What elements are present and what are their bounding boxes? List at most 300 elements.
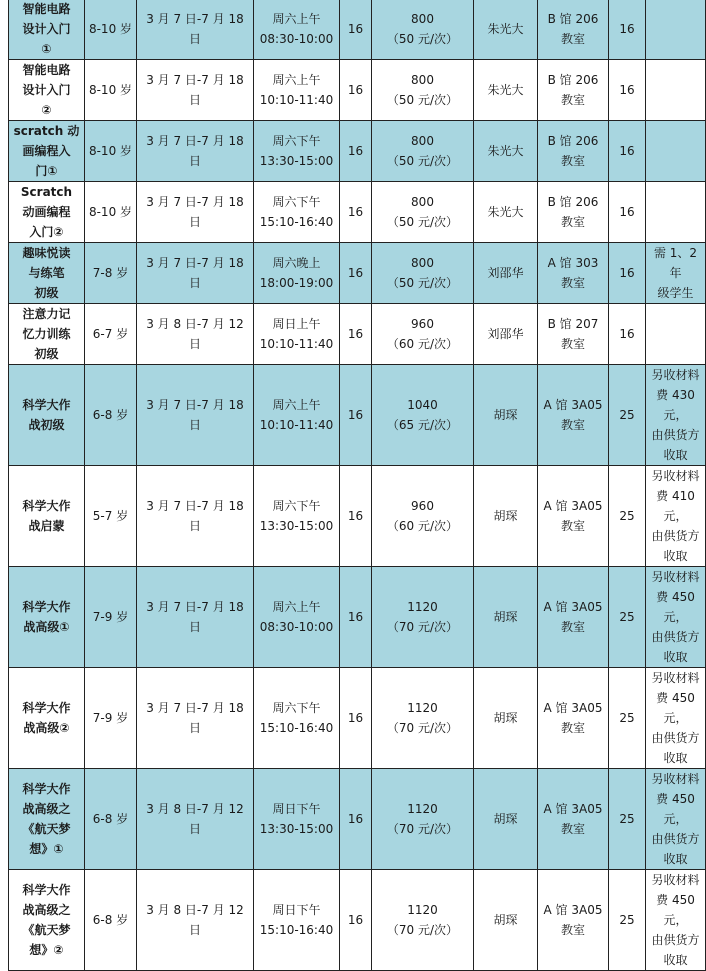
date-range-text: 3 月 7 日-7 月 18 日 — [146, 499, 244, 533]
note-line: 需 1、2 年 — [653, 246, 698, 280]
classroom-line: A 馆 3A05 — [543, 600, 603, 614]
fee-cell — [372, 567, 474, 668]
teacher-text: 朱光大 — [487, 22, 524, 36]
lesson-count-text: 16 — [347, 711, 364, 725]
note-line: 费 450 元， — [656, 590, 695, 624]
course-name-line: ② — [41, 103, 52, 117]
fee-cell — [372, 365, 474, 466]
teacher-cell — [474, 466, 538, 567]
class-time-cell — [254, 121, 340, 182]
course-name-line: ① — [41, 42, 52, 56]
table-row — [9, 466, 706, 567]
classroom-line: 教室 — [560, 32, 585, 46]
course-name-cell — [9, 182, 85, 243]
fee-cell — [372, 243, 474, 304]
class-size-text: 25 — [619, 610, 635, 624]
classroom-cell — [538, 243, 609, 304]
fee-line: （70 元/次） — [386, 822, 459, 836]
course-name-line: 科学大作 — [22, 782, 71, 796]
table-row — [9, 668, 706, 769]
class-time-line: 周六下午 — [272, 134, 321, 148]
classroom-cell — [538, 466, 609, 567]
teacher-text: 朱光大 — [487, 83, 524, 97]
course-name-cell — [9, 870, 85, 971]
course-name-line: scratch 动 — [13, 124, 80, 138]
course-name-cell — [9, 466, 85, 567]
class-time-line: 13:30-15:00 — [259, 822, 334, 836]
class-size-text: 25 — [619, 408, 635, 422]
class-size-text: 16 — [619, 205, 635, 219]
class-time-line: 13:30-15:00 — [259, 519, 334, 533]
course-name-line: 科学大作 — [22, 883, 71, 897]
class-size-cell — [609, 668, 646, 769]
note-line: 费 450 元， — [656, 893, 695, 927]
teacher-cell — [474, 870, 538, 971]
date-range-cell — [137, 668, 254, 769]
classroom-line: 教室 — [560, 822, 585, 836]
course-name-line: 战初级 — [28, 418, 65, 432]
class-size-cell — [609, 466, 646, 567]
age-range-cell — [85, 182, 137, 243]
course-name-line: 初级 — [34, 347, 59, 361]
teacher-text: 胡琛 — [493, 711, 518, 725]
class-size-cell — [609, 121, 646, 182]
teacher-text: 胡琛 — [493, 509, 518, 523]
course-name-line: 设计入门 — [22, 22, 71, 36]
date-range-text: 3 月 7 日-7 月 18 日 — [146, 398, 244, 432]
classroom-line: 教室 — [560, 93, 585, 107]
fee-cell — [372, 466, 474, 567]
course-name-cell — [9, 304, 85, 365]
note-cell — [646, 365, 706, 466]
note-cell — [646, 60, 706, 121]
class-time-line: 18:00-19:00 — [259, 276, 334, 290]
class-time-cell — [254, 668, 340, 769]
class-time-cell — [254, 365, 340, 466]
lesson-count-text: 16 — [347, 913, 364, 927]
lesson-count-cell — [340, 365, 372, 466]
teacher-text: 胡琛 — [493, 812, 518, 826]
course-name-cell — [9, 121, 85, 182]
date-range-text: 3 月 7 日-7 月 18 日 — [146, 195, 244, 229]
course-name-line: 与练笔 — [28, 266, 65, 280]
class-time-line: 10:10-11:40 — [259, 337, 334, 351]
classroom-line: 教室 — [560, 276, 585, 290]
teacher-text: 胡琛 — [493, 408, 518, 422]
fee-line: （50 元/次） — [386, 93, 459, 107]
date-range-cell — [137, 121, 254, 182]
age-range-cell — [85, 365, 137, 466]
note-line: 收取 — [663, 549, 688, 563]
course-name-cell — [9, 243, 85, 304]
teacher-text: 胡琛 — [493, 913, 518, 927]
date-range-cell — [137, 365, 254, 466]
lesson-count-text: 16 — [347, 509, 364, 523]
lesson-count-cell — [340, 466, 372, 567]
date-range-cell — [137, 243, 254, 304]
table-row — [9, 304, 706, 365]
course-name-line: 科学大作 — [22, 499, 71, 513]
classroom-cell — [538, 304, 609, 365]
fee-line: 800 — [411, 12, 434, 26]
class-time-cell — [254, 243, 340, 304]
note-cell — [646, 567, 706, 668]
class-time-line: 周日上午 — [272, 317, 321, 331]
classroom-line: B 馆 206 — [547, 12, 599, 26]
course-name-line: 动画编程 — [22, 205, 71, 219]
course-name-cell — [9, 668, 85, 769]
class-size-cell — [609, 182, 646, 243]
table-row — [9, 870, 706, 971]
date-range-text: 3 月 7 日-7 月 18 日 — [146, 600, 244, 634]
lesson-count-text: 16 — [347, 812, 364, 826]
course-name-line: 战高级之 — [22, 903, 71, 917]
lesson-count-text: 16 — [347, 205, 364, 219]
age-range-cell — [85, 769, 137, 870]
teacher-text: 胡琛 — [493, 610, 518, 624]
age-range-text: 6-8 岁 — [92, 408, 129, 422]
age-range-cell — [85, 870, 137, 971]
note-line: 收取 — [663, 852, 688, 866]
fee-line: 1040 — [407, 398, 438, 412]
course-name-line: 趣味悦读 — [22, 246, 71, 260]
fee-line: 960 — [411, 499, 434, 513]
date-range-cell — [137, 769, 254, 870]
date-range-text: 3 月 8 日-7 月 12 日 — [146, 903, 244, 937]
fee-line: 800 — [411, 73, 434, 87]
teacher-text: 朱光大 — [487, 205, 524, 219]
note-line: 另收材料 — [651, 873, 700, 887]
age-range-text: 7-9 岁 — [92, 610, 129, 624]
note-line: 收取 — [663, 448, 688, 462]
class-size-cell — [609, 870, 646, 971]
course-name-line: 战高级① — [23, 620, 70, 634]
lesson-count-cell — [340, 243, 372, 304]
class-time-line: 周日下午 — [272, 802, 321, 816]
class-time-line: 周六上午 — [272, 398, 321, 412]
classroom-line: B 馆 206 — [547, 73, 599, 87]
lesson-count-text: 16 — [347, 83, 364, 97]
class-time-line: 周六下午 — [272, 499, 321, 513]
class-size-cell — [609, 304, 646, 365]
fee-line: 1120 — [407, 600, 438, 614]
fee-line: 960 — [411, 317, 434, 331]
note-line: 费 430 元， — [656, 388, 695, 422]
fee-line: 1120 — [407, 903, 438, 917]
note-cell — [646, 0, 706, 60]
class-time-line: 08:30-10:00 — [259, 32, 334, 46]
course-name-cell — [9, 365, 85, 466]
class-time-line: 周六晚上 — [272, 256, 321, 270]
class-time-cell — [254, 0, 340, 60]
age-range-text: 7-9 岁 — [92, 711, 129, 725]
class-time-line: 13:30-15:00 — [259, 154, 334, 168]
classroom-cell — [538, 567, 609, 668]
class-size-text: 16 — [619, 266, 635, 280]
lesson-count-cell — [340, 668, 372, 769]
note-cell — [646, 668, 706, 769]
class-size-text: 16 — [619, 327, 635, 341]
table-row — [9, 365, 706, 466]
course-name-cell — [9, 0, 85, 60]
classroom-line: A 馆 3A05 — [543, 903, 603, 917]
age-range-text: 5-7 岁 — [92, 509, 129, 523]
note-line: 由供货方 — [651, 933, 700, 947]
classroom-line: 教室 — [560, 215, 585, 229]
classroom-cell — [538, 182, 609, 243]
class-time-line: 15:10-16:40 — [259, 721, 334, 735]
age-range-cell — [85, 60, 137, 121]
fee-cell — [372, 769, 474, 870]
lesson-count-cell — [340, 304, 372, 365]
course-name-line: 战启蒙 — [28, 519, 65, 533]
course-name-cell — [9, 567, 85, 668]
classroom-line: 教室 — [560, 519, 585, 533]
classroom-line: A 馆 3A05 — [543, 499, 603, 513]
course-name-line: 科学大作 — [22, 398, 71, 412]
fee-line: （70 元/次） — [386, 923, 459, 937]
date-range-text: 3 月 7 日-7 月 18 日 — [146, 256, 244, 290]
classroom-line: 教室 — [560, 418, 585, 432]
classroom-line: A 馆 303 — [547, 256, 599, 270]
course-name-line: 忆力训练 — [22, 327, 71, 341]
course-name-line: 智能电路 — [22, 63, 71, 77]
date-range-text: 3 月 7 日-7 月 18 日 — [146, 73, 244, 107]
classroom-line: 教室 — [560, 923, 585, 937]
lesson-count-cell — [340, 182, 372, 243]
table-row — [9, 60, 706, 121]
class-size-text: 25 — [619, 812, 635, 826]
note-cell — [646, 304, 706, 365]
lesson-count-text: 16 — [347, 610, 364, 624]
fee-cell — [372, 182, 474, 243]
fee-line: （60 元/次） — [386, 519, 459, 533]
age-range-cell — [85, 121, 137, 182]
table-row — [9, 0, 706, 60]
teacher-cell — [474, 668, 538, 769]
teacher-cell — [474, 304, 538, 365]
class-time-cell — [254, 769, 340, 870]
classroom-cell — [538, 668, 609, 769]
classroom-line: B 馆 206 — [547, 134, 599, 148]
class-time-line: 周六上午 — [272, 600, 321, 614]
fee-cell — [372, 121, 474, 182]
teacher-cell — [474, 365, 538, 466]
classroom-cell — [538, 60, 609, 121]
note-cell — [646, 243, 706, 304]
class-size-text: 16 — [619, 22, 635, 36]
age-range-cell — [85, 243, 137, 304]
note-line: 另收材料 — [651, 469, 700, 483]
fee-line: 1120 — [407, 701, 438, 715]
fee-line: （50 元/次） — [386, 276, 459, 290]
class-time-cell — [254, 567, 340, 668]
teacher-cell — [474, 182, 538, 243]
note-line: 另收材料 — [651, 772, 700, 786]
fee-line: 800 — [411, 134, 434, 148]
note-line: 级学生 — [657, 286, 694, 300]
course-name-line: 战高级② — [23, 721, 70, 735]
note-line: 另收材料 — [651, 368, 700, 382]
teacher-cell — [474, 121, 538, 182]
classroom-line: B 馆 206 — [547, 195, 599, 209]
classroom-line: 教室 — [560, 154, 585, 168]
class-size-text: 16 — [619, 83, 635, 97]
fee-line: （70 元/次） — [386, 620, 459, 634]
note-line: 由供货方 — [651, 428, 700, 442]
teacher-text: 朱光大 — [487, 144, 524, 158]
age-range-cell — [85, 466, 137, 567]
note-line: 由供货方 — [651, 832, 700, 846]
course-name-line: 门① — [35, 164, 58, 178]
class-time-cell — [254, 182, 340, 243]
lesson-count-text: 16 — [347, 22, 364, 36]
fee-cell — [372, 870, 474, 971]
class-size-cell — [609, 365, 646, 466]
table-body — [9, 0, 706, 971]
class-size-cell — [609, 0, 646, 60]
teacher-cell — [474, 0, 538, 60]
date-range-cell — [137, 567, 254, 668]
note-line: 收取 — [663, 650, 688, 664]
teacher-cell — [474, 60, 538, 121]
note-line: 另收材料 — [651, 570, 700, 584]
date-range-cell — [137, 182, 254, 243]
course-name-line: 科学大作 — [22, 701, 71, 715]
lesson-count-cell — [340, 0, 372, 60]
date-range-text: 3 月 8 日-7 月 12 日 — [146, 317, 244, 351]
age-range-text: 6-8 岁 — [92, 812, 129, 826]
course-name-line: 想》② — [29, 943, 64, 957]
class-time-line: 周六下午 — [272, 701, 321, 715]
fee-line: （60 元/次） — [386, 337, 459, 351]
class-size-cell — [609, 60, 646, 121]
course-name-line: 智能电路 — [22, 2, 71, 16]
fee-line: （70 元/次） — [386, 721, 459, 735]
class-time-line: 周六上午 — [272, 12, 321, 26]
fee-line: （50 元/次） — [386, 32, 459, 46]
note-line: 由供货方 — [651, 630, 700, 644]
fee-cell — [372, 0, 474, 60]
fee-cell — [372, 304, 474, 365]
lesson-count-cell — [340, 60, 372, 121]
lesson-count-text: 16 — [347, 144, 364, 158]
table-row — [9, 769, 706, 870]
note-cell — [646, 769, 706, 870]
note-cell — [646, 466, 706, 567]
date-range-cell — [137, 870, 254, 971]
teacher-text: 刘邵华 — [487, 327, 524, 341]
course-name-cell — [9, 60, 85, 121]
course-name-line: 科学大作 — [22, 600, 71, 614]
course-name-line: 《航天梦 — [22, 822, 71, 836]
classroom-cell — [538, 121, 609, 182]
course-name-line: 战高级之 — [22, 802, 71, 816]
lesson-count-text: 16 — [347, 408, 364, 422]
class-size-text: 25 — [619, 711, 635, 725]
lesson-count-text: 16 — [347, 266, 364, 280]
note-cell — [646, 121, 706, 182]
class-size-cell — [609, 567, 646, 668]
fee-line: 800 — [411, 195, 434, 209]
fee-line: 800 — [411, 256, 434, 270]
date-range-text: 3 月 7 日-7 月 18 日 — [146, 701, 244, 735]
classroom-line: A 馆 3A05 — [543, 701, 603, 715]
age-range-cell — [85, 304, 137, 365]
date-range-cell — [137, 60, 254, 121]
table-row — [9, 182, 706, 243]
classroom-cell — [538, 769, 609, 870]
teacher-cell — [474, 243, 538, 304]
fee-line: 1120 — [407, 802, 438, 816]
classroom-cell — [538, 870, 609, 971]
age-range-text: 8-10 岁 — [88, 205, 133, 219]
age-range-text: 7-8 岁 — [92, 266, 129, 280]
lesson-count-cell — [340, 769, 372, 870]
class-time-line: 15:10-16:40 — [259, 215, 334, 229]
note-line: 费 410 元， — [656, 489, 695, 523]
class-size-text: 25 — [619, 913, 635, 927]
note-line: 另收材料 — [651, 671, 700, 685]
course-name-line: 初级 — [34, 286, 59, 300]
class-time-cell — [254, 870, 340, 971]
age-range-text: 6-8 岁 — [92, 913, 129, 927]
note-line: 由供货方 — [651, 731, 700, 745]
table-row — [9, 243, 706, 304]
course-name-line: 设计入门 — [22, 83, 71, 97]
age-range-cell — [85, 0, 137, 60]
lesson-count-cell — [340, 567, 372, 668]
teacher-cell — [474, 567, 538, 668]
teacher-text: 刘邵华 — [487, 266, 524, 280]
table-row — [9, 567, 706, 668]
age-range-text: 8-10 岁 — [88, 83, 133, 97]
course-name-cell — [9, 769, 85, 870]
date-range-text: 3 月 7 日-7 月 18 日 — [146, 134, 244, 168]
class-size-cell — [609, 243, 646, 304]
classroom-line: B 馆 207 — [547, 317, 599, 331]
classroom-line: 教室 — [560, 721, 585, 735]
class-time-cell — [254, 60, 340, 121]
note-line: 费 450 元， — [656, 691, 695, 725]
course-name-line: 注意力记 — [22, 307, 71, 321]
classroom-line: 教室 — [560, 337, 585, 351]
class-time-cell — [254, 466, 340, 567]
note-line: 费 450 元， — [656, 792, 695, 826]
class-size-text: 16 — [619, 144, 635, 158]
class-time-cell — [254, 304, 340, 365]
classroom-line: A 馆 3A05 — [543, 398, 603, 412]
age-range-text: 6-7 岁 — [92, 327, 129, 341]
class-time-line: 10:10-11:40 — [259, 418, 334, 432]
date-range-text: 3 月 8 日-7 月 12 日 — [146, 802, 244, 836]
classroom-cell — [538, 365, 609, 466]
classroom-line: A 馆 3A05 — [543, 802, 603, 816]
lesson-count-text: 16 — [347, 327, 364, 341]
course-name-line: 《航天梦 — [22, 923, 71, 937]
fee-line: （50 元/次） — [386, 154, 459, 168]
fee-cell — [372, 668, 474, 769]
fee-line: （50 元/次） — [386, 215, 459, 229]
note-line: 收取 — [663, 953, 688, 967]
age-range-text: 8-10 岁 — [88, 144, 133, 158]
lesson-count-cell — [340, 121, 372, 182]
class-time-line: 周日下午 — [272, 903, 321, 917]
note-line: 由供货方 — [651, 529, 700, 543]
course-name-line: Scratch — [20, 185, 73, 199]
note-cell — [646, 182, 706, 243]
date-range-cell — [137, 304, 254, 365]
